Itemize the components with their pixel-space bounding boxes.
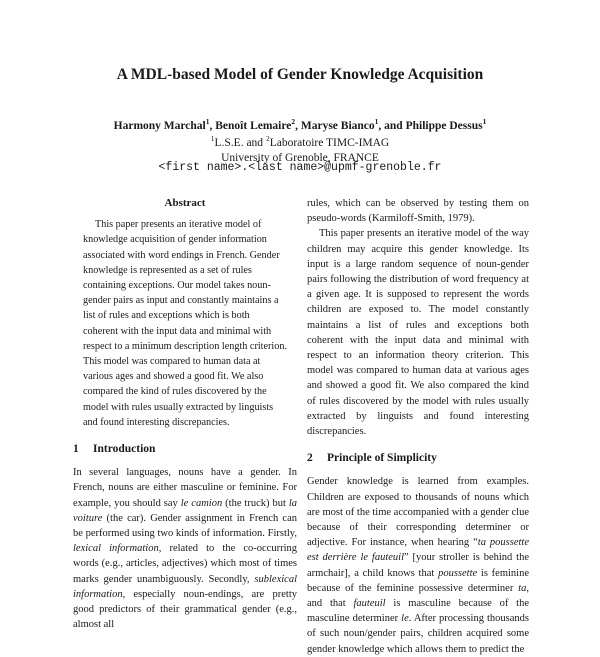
section-heading (73, 442, 297, 457)
affiliation-university: University of Grenoble, FRANCE (221, 151, 379, 164)
affiliation-mark: 1 (210, 134, 215, 143)
paper-title: A MDL-based Model of Gender Knowledge Acquisition (116, 66, 484, 83)
author-name: Maryse Bianco (300, 119, 375, 132)
author-list (0, 117, 600, 132)
body-paragraph: In several languages, nouns have a gender. In French, nouns are either masculine or feminine. For example, you should say le camion (the truck) but la voiture (the car). Gender assignment in French can be performed using two kinds of information. Firstly, lexical information, related to the co-occurring words (e.g., articles, adjectives) which most of times marks gender unambiguously. Secondly, sublexical information, especially noun-endings, are pretty good predictors of their grammatical gender (e.g., almost all (73, 467, 297, 631)
author-separator: , and (378, 119, 406, 132)
author-affiliation-mark: 1 (374, 117, 379, 126)
affiliation-labs (0, 131, 600, 151)
section-number: 2 (307, 452, 313, 465)
affiliation-lab: Laboratoire TIMC-IMAG (269, 136, 390, 149)
body-paragraph: rules, which can be observed by testing them on pseudo-words (Karmiloff-Smith, 1979). (307, 198, 529, 225)
abstract-heading: Abstract (164, 197, 206, 209)
section-title: Introduction (93, 443, 156, 456)
abstract-text: This paper presents an iterative model of knowledge acquisition of gender information associated with word endings in French. Gender knowledge is represented as a set of rules containing exceptions. Our model takes noun-gender pairs as input and constantly maintains a list of rules and exceptions which is both coherent with the input data and minimal with respect to a minimum description length criterion. This model was compared to human data at various ages and showed a good fit. We also compared the kind of rules discovered by the model with rules usually extracted by linguists and found interesting discrepancies. (83, 219, 287, 428)
section-title: Principle of Simplicity (327, 452, 437, 465)
author-email: <first name>.<last name>@upmf-grenoble.fr (158, 161, 442, 174)
author-affiliation-mark: 1 (205, 117, 210, 126)
body-paragraph: Gender knowledge is learned from examples. Children are exposed to thousands of nouns which are most of the time accompanied with a gender clue because of their corresponding determiner or adjective. For instance, when hearing “ta poussette est derrière le fauteuil” [your stroller is behind the armchair], a child knows that poussette is feminine because of the feminine possessive determiner ta, and that fauteuil is masculine because of the masculine determiner le. After processing thousands of such noun/gender pairs, children acquired some gender knowledge which allows them to predict the (307, 476, 530, 655)
right-column (307, 196, 529, 657)
author-name: Harmony Marchal (113, 119, 206, 132)
author-affiliation-mark: 1 (482, 117, 487, 126)
body-paragraph: This paper presents an iterative model of the way children may acquire this gender knowledge. Its input is a large random sequence of noun-gender pairs following the distribution of word frequency at a given age. It is supposed to represent the words children are exposed to. The model constantly maintains a list of rules and exceptions both coherent with the input data and minimal with respect to an information theory criterion. This model was compared to human data at various ages and showed a good fit. We also compared the kind of rules discovered by the model with rules usually extracted by linguists and found interesting discrepancies. (307, 228, 529, 438)
section-heading (307, 451, 529, 466)
section-number: 1 (73, 443, 79, 456)
affiliation-lab: L.S.E. and (214, 136, 266, 149)
affiliation-mark: 2 (265, 134, 270, 143)
author-affiliation-mark: 2 (291, 117, 296, 126)
author-name: Philippe Dessus (405, 119, 483, 132)
author-separator: , (295, 119, 301, 132)
left-column (73, 196, 297, 632)
author-name: Benoît Lemaire (215, 119, 292, 132)
author-separator: , (209, 119, 216, 132)
